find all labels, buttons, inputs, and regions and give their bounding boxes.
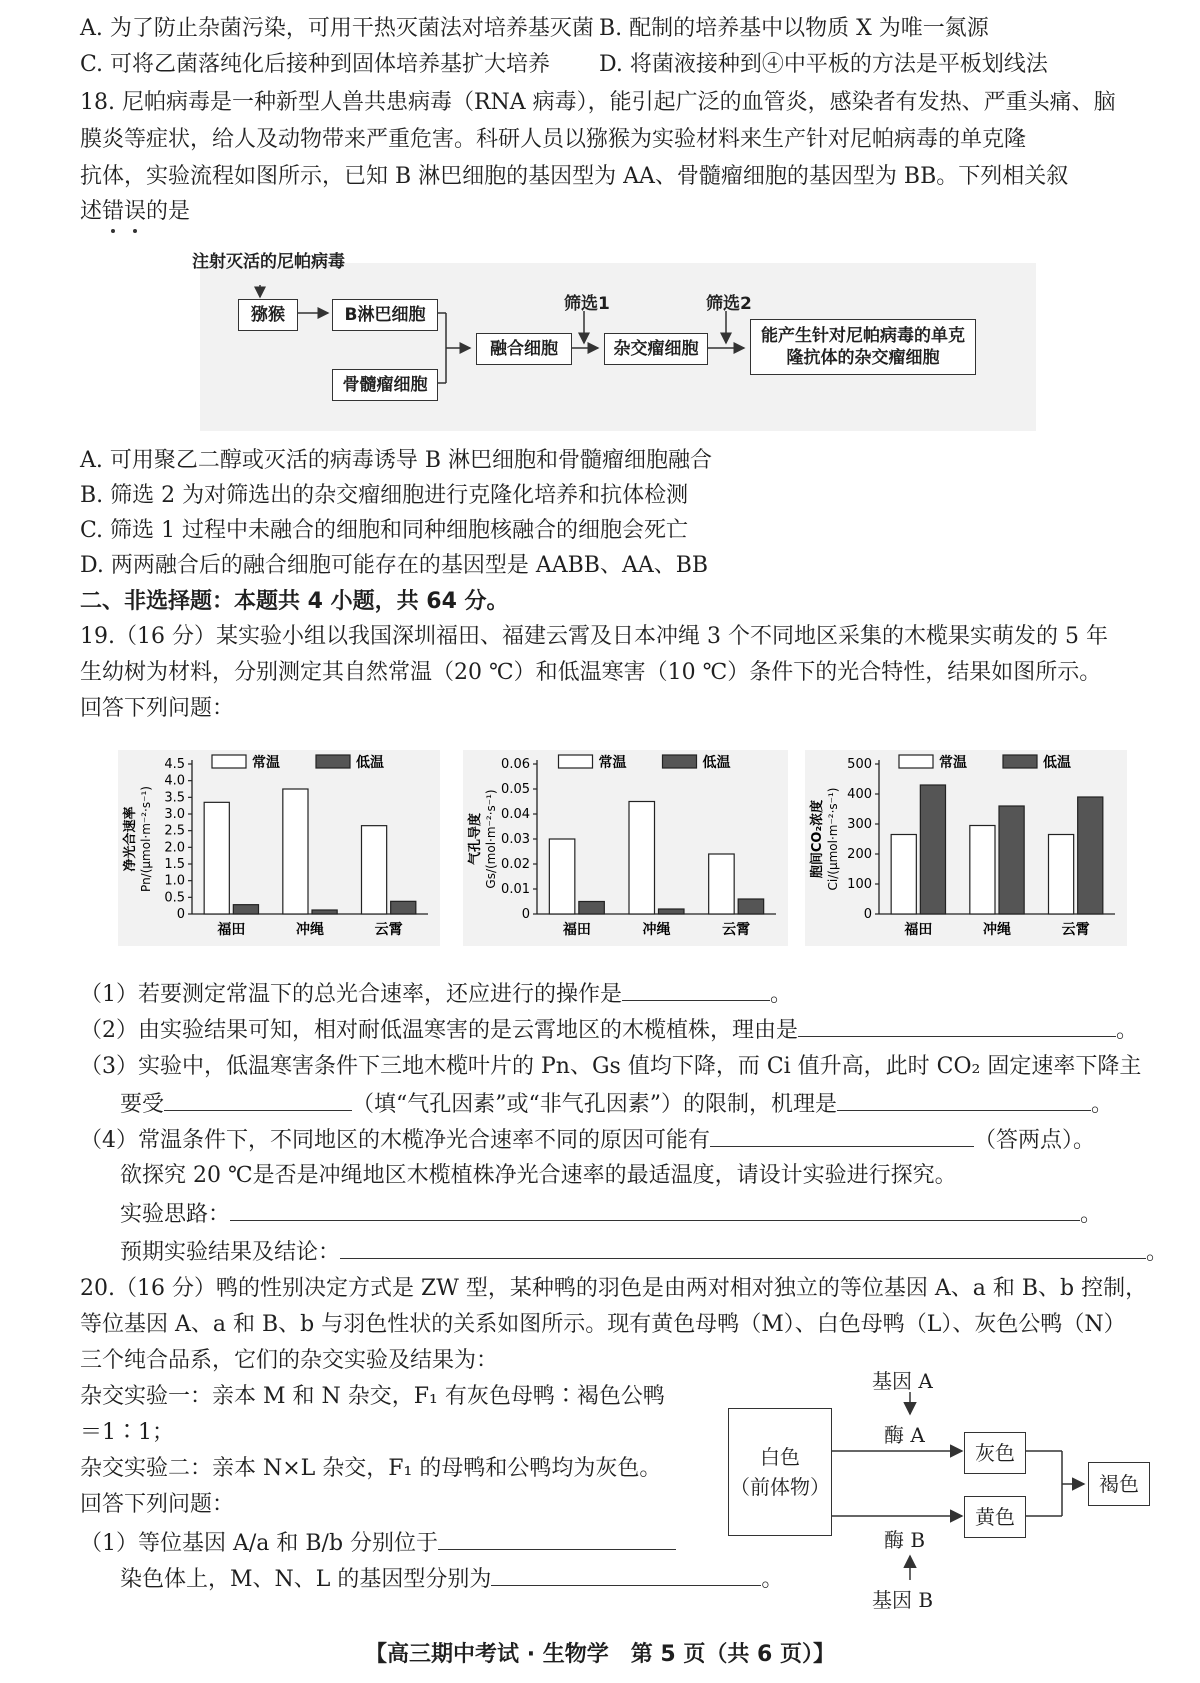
y-tick-label: 3.5 <box>164 790 185 806</box>
legend-label: 低温 <box>702 755 731 771</box>
q20-sub1a-text: （1）等位基因 A/a 和 B/b 分别位于 <box>80 1531 439 1556</box>
q19-sub3b-text2: （填“气孔因素”或“非气孔因素”）的限制，机理是 <box>352 1092 838 1117</box>
y-axis-title: 胞间CO₂浓度 <box>810 799 825 879</box>
y-axis-unit: Ci/(μmol·m⁻²·s⁻¹) <box>826 787 840 891</box>
answer-blank[interactable] <box>340 1236 1146 1259</box>
y-tick-label: 2.0 <box>164 840 185 856</box>
period: 。 <box>1091 1092 1114 1117</box>
y-axis-unit: Pn/(μmol·m⁻²·s⁻¹) <box>139 786 153 892</box>
q18-stem-line: 膜炎等症状，给人及动物带来严重危害。科研人员以猕猴为实验材料来生产针对尼帕病毒的单克隆 <box>80 127 1027 152</box>
emphasis-dot <box>133 229 137 233</box>
y-tick-label: 4.5 <box>164 757 185 772</box>
x-tick-label: 云霄 <box>722 922 751 938</box>
screen1-label: 筛选1 <box>564 294 610 314</box>
yellow-box: 黄色 <box>964 1496 1026 1538</box>
y-tick-label: 0.03 <box>501 832 530 847</box>
legend-label: 低温 <box>1043 755 1071 771</box>
q19-stem-line: 回答下列问题： <box>80 696 235 721</box>
y-tick-label: 500 <box>847 757 872 772</box>
legend-swatch <box>663 755 697 768</box>
q19-sub4a-tail: （答两点）。 <box>974 1128 1096 1153</box>
bar-low <box>579 902 604 915</box>
y-tick-label: 0 <box>521 907 530 922</box>
q19-sub3b-text1: 要受 <box>120 1092 165 1117</box>
answer-blank[interactable] <box>837 1088 1091 1111</box>
bar-low <box>233 905 258 914</box>
q19-expect <box>120 1236 1168 1268</box>
bar-normal <box>1048 835 1073 915</box>
y-tick-label: 100 <box>847 877 872 892</box>
q19-expect-label: 预期实验结果及结论： <box>120 1240 341 1265</box>
b-cell-box: B淋巴细胞 <box>332 299 438 331</box>
enzyme-b-label: 酶 B <box>884 1528 926 1552</box>
legend-swatch <box>316 755 350 768</box>
x-tick-label: 福田 <box>904 922 933 938</box>
bar-low <box>659 909 684 914</box>
y-tick-label: 200 <box>847 847 872 862</box>
legend-label: 低温 <box>356 755 384 771</box>
q20-sub1b <box>120 1563 783 1595</box>
q20-stem-line: 三个纯合品系，它们的杂交实验及结果为： <box>80 1348 499 1373</box>
legend-swatch <box>559 755 593 768</box>
q19-sub1-text: （1）若要测定常温下的总光合速率，还应进行的操作是 <box>80 982 622 1007</box>
q20-stem-line: 20.（16 分）鸭的性别决定方式是 ZW 型，某种鸭的羽色是由两对相对独立的等位基因 A、a 和 B、b 控制， <box>80 1276 1148 1301</box>
q19-idea <box>120 1198 1102 1230</box>
q19-sub4b: 欲探究 20 ℃是否是冲绳地区木榄植株净光合速率的最适温度，请设计实验进行探究。 <box>120 1163 957 1188</box>
y-tick-label: 0.05 <box>501 782 530 797</box>
y-tick-label: 0 <box>176 907 185 922</box>
y-tick-label: 3.0 <box>164 807 185 822</box>
q18-option-b: B. 筛选 2 为对筛选出的杂交瘤细胞进行克隆化培养和抗体检测 <box>80 483 689 508</box>
y-tick-label: 1.5 <box>164 857 185 872</box>
q17-option-b: B. 配制的培养基中以物质 X 为唯一氮源 <box>599 16 989 41</box>
q20-cross2: 杂交实验二：亲本 N×L 杂交，F₁ 的母鸭和公鸭均为灰色。 <box>80 1456 662 1481</box>
y-tick-label: 4.0 <box>164 773 185 789</box>
q18-option-c: C. 筛选 1 过程中未融合的细胞和同种细胞核融合的细胞会死亡 <box>80 518 689 543</box>
bar-low <box>999 806 1024 914</box>
x-tick-label: 福田 <box>217 922 246 938</box>
bar-low <box>920 785 945 914</box>
chart-gs-svg <box>463 750 788 946</box>
answer-blank[interactable] <box>164 1088 352 1111</box>
white-label: 白色 <box>760 1445 800 1469</box>
q19-sub4a-text: （4）常温条件下，不同地区的木榄净光合速率不同的原因可能有 <box>80 1128 710 1153</box>
precursor-box <box>728 1408 832 1536</box>
q19-sub4a <box>80 1124 1095 1156</box>
q17-option-a: A. 为了防止杂菌污染，可用干热灭菌法对培养基灭菌 <box>80 16 594 41</box>
chart-ci-svg <box>805 750 1127 946</box>
bar-normal <box>891 835 916 915</box>
x-tick-label: 冲绳 <box>296 922 324 938</box>
chart-pn-svg <box>118 750 440 946</box>
q18-stem-line: 抗体，实验流程如图所示，已知 B 淋巴细胞的基因型为 AA、骨髓瘤细胞的基因型为 BB。下列相关叙 <box>80 164 1069 189</box>
bar-normal <box>361 826 386 914</box>
y-tick-label: 0.01 <box>501 882 530 897</box>
enzyme-a-label: 酶 A <box>884 1423 925 1447</box>
bar-normal <box>204 802 229 914</box>
answer-blank[interactable] <box>622 978 770 1001</box>
page-footer: 【高三期中考试 · 生物学 第 5 页（共 6 页）】 <box>365 1642 835 1667</box>
bar-low <box>738 899 763 914</box>
legend-label: 常温 <box>598 755 627 771</box>
bar-normal <box>283 789 308 914</box>
q19-sub2-text: （2）由实验结果可知，相对耐低温寒害的是云霄地区的木榄植株，理由是 <box>80 1018 798 1043</box>
q19-stem-line: 19.（16 分）某实验小组以我国深圳福田、福建云霄及日本冲绳 3 个不同地区采集的木榄果实萌发的 5 年 <box>80 624 1108 649</box>
legend-swatch <box>1003 755 1037 768</box>
y-axis-unit: Gs/(mol·m⁻²·s⁻¹) <box>484 789 498 889</box>
chart-gs <box>463 750 788 946</box>
q19-sub1 <box>80 978 792 1010</box>
period: 。 <box>761 1567 784 1592</box>
q20-sub1b-text: 染色体上，M、N、L 的基因型分别为 <box>120 1567 492 1592</box>
y-tick-label: 0 <box>863 907 872 922</box>
q19-idea-label: 实验思路： <box>120 1202 231 1227</box>
q20-cross1a: 杂交实验一：亲本 M 和 N 杂交，F₁ 有灰色母鸭∶褐色公鸭 <box>80 1384 665 1409</box>
y-tick-label: 400 <box>847 787 872 802</box>
gene-b-label: 基因 B <box>872 1588 934 1612</box>
q17-option-c: C. 可将乙菌落纯化后接种到固体培养基扩大培养 <box>80 52 551 77</box>
y-tick-label: 0.5 <box>164 890 185 906</box>
period: 。 <box>1116 1018 1139 1043</box>
q18-option-a: A. 可用聚乙二醇或灭活的病毒诱导 B 淋巴细胞和骨髓瘤细胞融合 <box>80 448 713 473</box>
bar-normal <box>709 854 734 914</box>
bar-low <box>391 901 416 914</box>
section2-title: 二、非选择题：本题共 4 小题，共 64 分。 <box>80 589 509 614</box>
y-tick-label: 0.02 <box>501 857 530 872</box>
legend-swatch <box>899 755 933 768</box>
x-tick-label: 福田 <box>562 922 591 938</box>
brown-box: 褐色 <box>1088 1462 1150 1506</box>
q19-sub2 <box>80 1014 1138 1046</box>
q20-answer-prompt: 回答下列问题： <box>80 1492 235 1517</box>
y-axis-title: 气孔导度 <box>468 812 483 866</box>
answer-blank[interactable] <box>798 1014 1116 1037</box>
period: 。 <box>1080 1202 1103 1227</box>
q19-stem-line: 生幼树为材料，分别测定其自然常温（20 ℃）和低温寒害（10 ℃）条件下的光合特性，结果如图所示。 <box>80 660 1102 685</box>
answer-blank[interactable] <box>438 1527 676 1550</box>
y-tick-label: 0.06 <box>501 757 530 772</box>
answer-blank[interactable] <box>710 1124 974 1147</box>
y-tick-label: 0.04 <box>501 807 530 822</box>
bar-normal <box>970 826 995 915</box>
q19-sub3a: （3）实验中，低温寒害条件下三地木榄叶片的 Pn、Gs 值均下降，而 Ci 值升高，此时 CO₂ 固定速率下降主 <box>80 1054 1142 1079</box>
x-tick-label: 冲绳 <box>983 922 1011 938</box>
legend-label: 常温 <box>252 755 280 771</box>
result-box: 能产生针对尼帕病毒的单克隆抗体的杂交瘤细胞 <box>750 319 976 375</box>
y-axis-title: 净光合速率 <box>123 806 138 872</box>
q18-option-d: D. 两两融合后的融合细胞可能存在的基因型是 AABB、AA、BB <box>80 553 709 578</box>
emphasis-dot <box>111 229 115 233</box>
gray-box: 灰色 <box>964 1432 1026 1474</box>
y-tick-label: 300 <box>847 817 872 832</box>
q17-option-d: D. 将菌液接种到④中平板的方法是平板划线法 <box>599 52 1048 77</box>
monkey-box: 猕猴 <box>238 299 298 331</box>
bar-normal <box>549 839 574 914</box>
x-tick-label: 冲绳 <box>642 922 671 938</box>
q20-cross1b: ＝1∶1； <box>80 1420 174 1445</box>
chart-ci <box>805 750 1127 946</box>
y-tick-label: 2.5 <box>164 823 185 839</box>
bar-normal <box>629 802 654 915</box>
answer-blank[interactable] <box>230 1198 1080 1221</box>
precursor-label: （前体物） <box>730 1475 830 1499</box>
q20-sub1a <box>80 1527 676 1559</box>
legend-swatch <box>212 755 246 768</box>
screen2-label: 筛选2 <box>706 294 752 314</box>
q20-stem-line: 等位基因 A、a 和 B、b 与羽色性状的关系如图所示。现有黄色母鸭（M）、白色母鸭（L）、灰色公鸭（N） <box>80 1312 1126 1337</box>
q18-flowchart <box>192 252 1036 431</box>
x-tick-label: 云霄 <box>374 922 403 938</box>
legend-label: 常温 <box>939 755 967 771</box>
period: 。 <box>1146 1240 1169 1265</box>
q19-sub3b <box>120 1088 1113 1120</box>
inject-label: 注射灭活的尼帕病毒 <box>192 252 345 272</box>
chart-pn <box>118 750 440 946</box>
gene-a-label: 基因 A <box>872 1369 933 1393</box>
q18-stem-line: 18. 尼帕病毒是一种新型人兽共患病毒（RNA 病毒），能引起广泛的血管炎，感染者有发热、严重头痛、脑 <box>80 90 1116 115</box>
bar-low <box>1078 797 1103 914</box>
y-tick-label: 1.0 <box>164 873 185 889</box>
myeloma-box: 骨髓瘤细胞 <box>332 369 438 401</box>
period: 。 <box>770 982 793 1007</box>
q18-stem-line: 述错误的是 <box>80 199 191 224</box>
fused-cell-box: 融合细胞 <box>476 333 572 365</box>
bar-low <box>312 910 337 914</box>
x-tick-label: 云霄 <box>1061 922 1090 938</box>
hybridoma-box: 杂交瘤细胞 <box>604 333 708 365</box>
